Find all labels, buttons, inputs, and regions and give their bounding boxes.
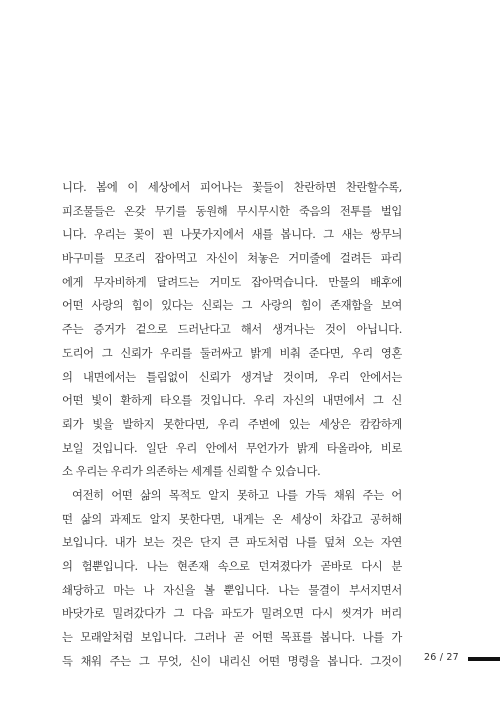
text-line: 니다. 우리는 꽃이 핀 나뭇가지에서 새를 봅니다. 그 새는 쌍무늬 — [62, 228, 402, 242]
text-line: 득 채워 주는 그 무엇, 신이 내리신 어떤 명령을 봅니다. 그것이 — [62, 654, 402, 668]
text-line: 바닷가로 밀려갔다가 그 다음 파도가 밀려오면 다시 씻겨가 버리 — [62, 607, 402, 621]
page-indicator-bar — [468, 657, 500, 661]
text-line: 주는 증거가 겉으로 드러난다고 해서 생겨나는 것이 아닙니다. — [62, 323, 402, 337]
text-line: 바구미를 모조리 잡아먹고 자신이 쳐놓은 거미줄에 걸려든 파리 — [62, 252, 402, 266]
text-line: 보입니다. 내가 보는 것은 단지 큰 파도처럼 나를 덮쳐 오는 자연 — [62, 536, 402, 550]
text-line: 쇄당하고 마는 나 자신을 볼 뿐입니다. 나는 물결이 부서지면서 — [62, 583, 402, 597]
text-line: 어떤 빛이 환하게 타오를 것입니다. 우리 자신의 내면에서 그 신 — [62, 394, 402, 408]
body-text — [62, 176, 402, 673]
text-line: 뢰가 빛을 발하지 못한다면, 우리 주변에 있는 세상은 캄캄하게 — [62, 417, 402, 431]
text-line: 에게 무자비하게 달려드는 거미도 잡아먹습니다. 만물의 배후에 — [62, 275, 402, 289]
text-line: 어떤 사랑의 힘이 있다는 신뢰는 그 사랑의 힘이 존재함을 보여 — [62, 299, 402, 313]
text-line: 떤 삶의 과제도 알지 못한다면, 내게는 온 세상이 차갑고 공허해 — [62, 512, 402, 526]
text-line: 여전히 어떤 삶의 목적도 알지 못하고 나를 가득 채워 주는 어 — [72, 488, 402, 502]
text-line: 피조물들은 온갖 무기를 동원해 무시무시한 죽음의 전투를 벌입 — [62, 204, 402, 218]
text-line: 도리어 그 신뢰가 우리를 둘러싸고 밝게 비춰 준다면, 우리 영혼 — [62, 346, 402, 360]
text-line: 는 모래알처럼 보입니다. 그러나 곧 어떤 목표를 봅니다. 나를 가 — [62, 631, 402, 645]
text-line: 니다. 봄에 이 세상에서 피어나는 꽃들이 찬란하면 찬란할수록, — [62, 181, 402, 194]
text-line: 보일 것입니다. 일단 우리 안에서 무언가가 밝게 타올라야, 비로 — [62, 441, 402, 455]
text-line: 의 내면에서는 틀림없이 신뢰가 생겨날 것이며, 우리 안에서는 — [62, 370, 402, 384]
text-line: 의 험뿐입니다. 나는 현존재 속으로 던져졌다가 곧바로 다시 분 — [62, 560, 402, 573]
text-line: 소 우리는 우리가 의존하는 세계를 신뢰할 수 있습니다. — [62, 465, 321, 479]
page-number: 26 / 27 — [424, 652, 459, 663]
